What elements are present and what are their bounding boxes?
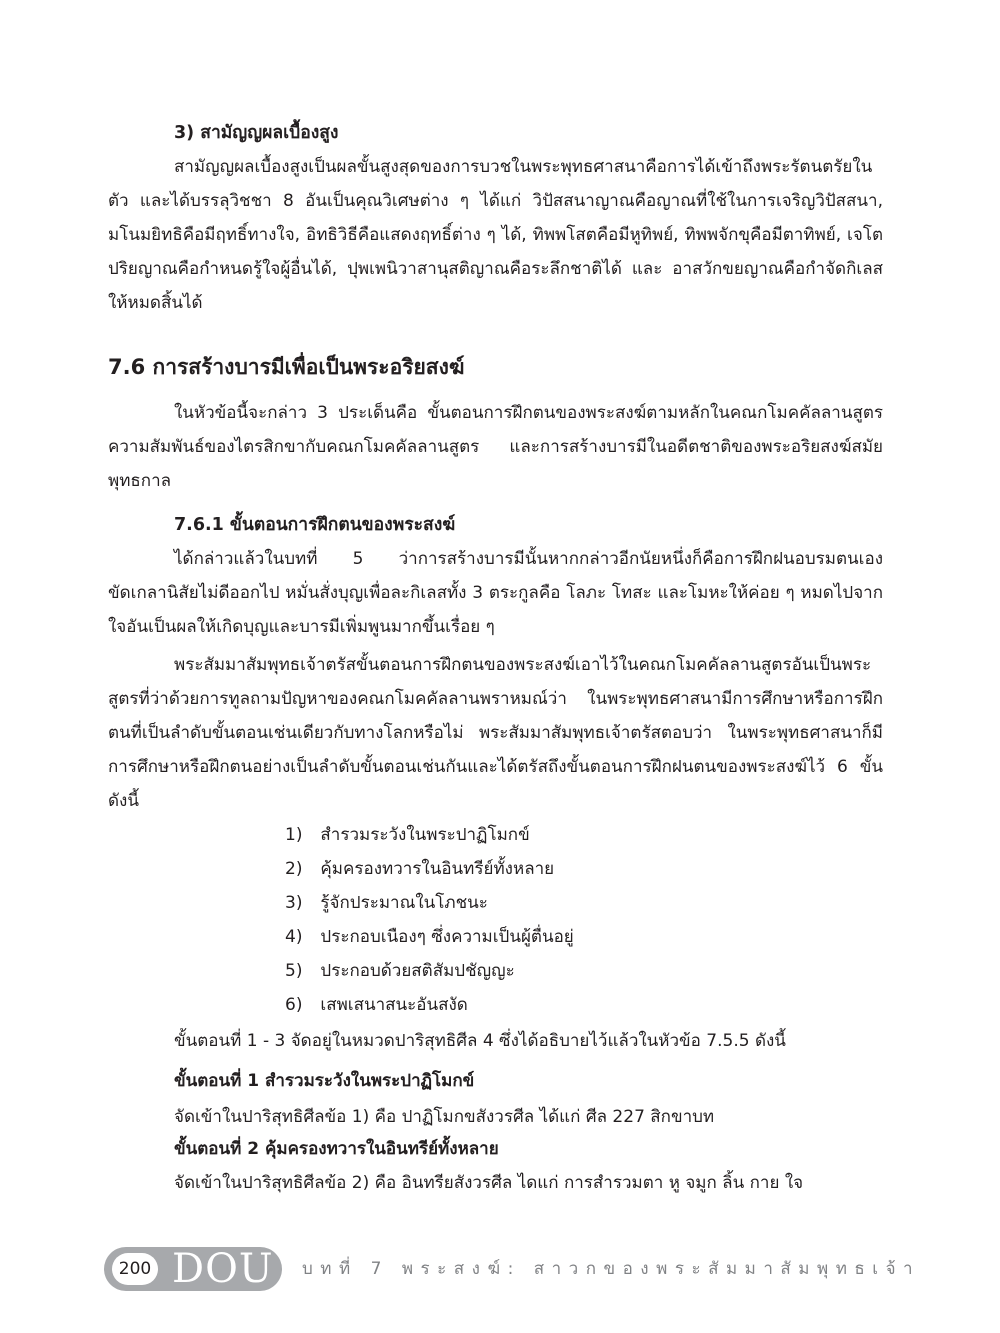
list-item-text: ประกอบเนืองๆ ซึ่งความเป็นผู้ตื่นอยู่ <box>320 927 574 947</box>
list-item <box>285 988 574 1022</box>
section-heading-7-6-1: 7.6.1 ขั้นตอนการฝึกตนของพระสงฆ์ <box>174 515 456 535</box>
paragraph-7-6-1-second: พระสัมมาสัมพุทธเจ้าตรัสขั้นตอนการฝึกตนของพระสงฆ์เอาไว้ในคณกโมคคัลลานสูตรอันเป็นพระสูตรที่ว่าด้วยการทูลถามปัญหาของคณกโมคคัลลานพราหมณ์ว่า ในพระพุทธศาสนามีการศึกษาหรือการฝึกตนที่เป็นลำดับขั้นตอนเช่นเดียวกับทางโลกหรือไม่ พระสัมมาสัมพุทธเจ้าตรัสตอบว่า ในพระพุทธศาสนาก็มีการศึกษาหรือฝึกตนอย่างเป็นลำดับขั้นตอนเช่นกันและได้ตรัสถึงขั้นตอนการฝึกฝนตนของพระสงฆ์ไว้ 6 ขั้นดังนี้ <box>108 655 883 811</box>
section-heading-7-6: 7.6 การสร้างบารมีเพื่อเป็นพระอริยสงฆ์ <box>108 355 465 379</box>
list-item-number: 3) <box>285 893 303 913</box>
paragraph-samannaphala: สามัญญผลเบื้องสูงเป็นผลขั้นสูงสุดของการบวชในพระพุทธศาสนาคือการได้เข้าถึงพระรัตนตรัยในตัว และได้บรรลุวิชชา 8 อันเป็นคุณวิเศษต่าง ๆ ได้แก่ วิปัสสนาญาณคือญาณที่ใช้ในการเจริญวิปัสสนา, มโนมยิทธิคือมีฤทธิ์ทางใจ, อิทธิวิธีคือแสดงฤทธิ์ต่าง ๆ ได้, ทิพพโสตคือมีหูทิพย์, ทิพพจักขุคือมีตาทิพย์, เจโตปริยญาณคือกำหนดรู้ใจผู้อื่นได้, ปุพเพนิวาสานุสติญาณคือระลึกชาติได้ และ อาสวักขยญาณคือกำจัดกิเลสให้หมดสิ้นได้ <box>108 157 883 313</box>
paragraph-7-6-1-first: ได้กล่าวแล้วในบทที่ 5 ว่าการสร้างบารมีนั้นหากกล่าวอีกนัยหนึ่งก็คือการฝึกฝนอบรมตนเอง ขัดเกลานิสัยไม่ดีออกไป หมั่นสั่งบุญเพื่อละกิเลสทั้ง 3 ตระกูลคือ โลภะ โทสะ และโมหะให้ค่อย ๆ หมดไปจากใจอันเป็นผลให้เกิดบุญและบารมีเพิ่มพูนมากขึ้นเรื่อย ๆ <box>108 549 883 637</box>
list-item <box>285 852 574 886</box>
list-item <box>285 920 574 954</box>
list-item-number: 2) <box>285 859 303 879</box>
list-item-text: รู้จักประมาณในโภชนะ <box>320 893 488 913</box>
page-number: 200 <box>112 1253 158 1285</box>
subsection-heading-3: 3) สามัญญผลเบื้องสูง <box>174 123 339 143</box>
list-item-text: ประกอบด้วยสติสัมปชัญญะ <box>320 961 515 981</box>
list-item-number: 4) <box>285 927 303 947</box>
training-steps-list <box>285 818 574 1022</box>
list-item-number: 6) <box>285 995 303 1015</box>
chapter-running-title: บทที่ 7 พระสงฆ์: สาวกของพระสัมมาสัมพุทธเจ้า <box>302 1259 921 1279</box>
step2-body: จัดเข้าในปาริสุทธิศีลข้อ 2) คือ อินทรียสังวรศีล ไดแก่ การสำรวมตา หู จมูก ลิ้น กาย ใจ <box>174 1173 804 1193</box>
dou-logo: DOU <box>172 1246 274 1292</box>
list-item <box>285 886 574 920</box>
list-item-number: 1) <box>285 825 303 845</box>
step1-title: ขั้นตอนที่ 1 สำรวมระวังในพระปาฏิโมกข์ <box>174 1071 475 1091</box>
list-item-text: สำรวมระวังในพระปาฏิโมกข์ <box>320 825 530 845</box>
list-item-text: เสพเสนาสนะอันสงัด <box>320 995 468 1015</box>
list-item <box>285 818 574 852</box>
list-item <box>285 954 574 988</box>
steps-summary: ขั้นตอนที่ 1 - 3 จัดอยู่ในหมวดปาริสุทธิศีล 4 ซึ่งได้อธิบายไว้แล้วในหัวข้อ 7.5.5 ดังนี้ <box>174 1031 786 1051</box>
step2-title: ขั้นตอนที่ 2 คุ้มครองทวารในอินทรีย์ทั้งหลาย <box>174 1139 499 1159</box>
list-item-text: คุ้มครองทวารในอินทรีย์ทั้งหลาย <box>320 859 555 879</box>
paragraph-7-6-intro: ในหัวข้อนี้จะกล่าว 3 ประเด็นคือ ขั้นตอนการฝึกตนของพระสงฆ์ตามหลักในคณกโมคคัลลานสูตร ความสัมพันธ์ของไตรสิกขากับคณกโมคคัลลานสูตร และการสร้างบารมีในอดีตชาติของพระอริยสงฆ์สมัยพุทธกาล <box>108 403 883 491</box>
step1-body: จัดเข้าในปาริสุทธิศีลข้อ 1) คือ ปาฏิโมกขสังวรศีล ได้แก่ ศีล 227 สิกขาบท <box>174 1107 715 1127</box>
list-item-number: 5) <box>285 961 303 981</box>
